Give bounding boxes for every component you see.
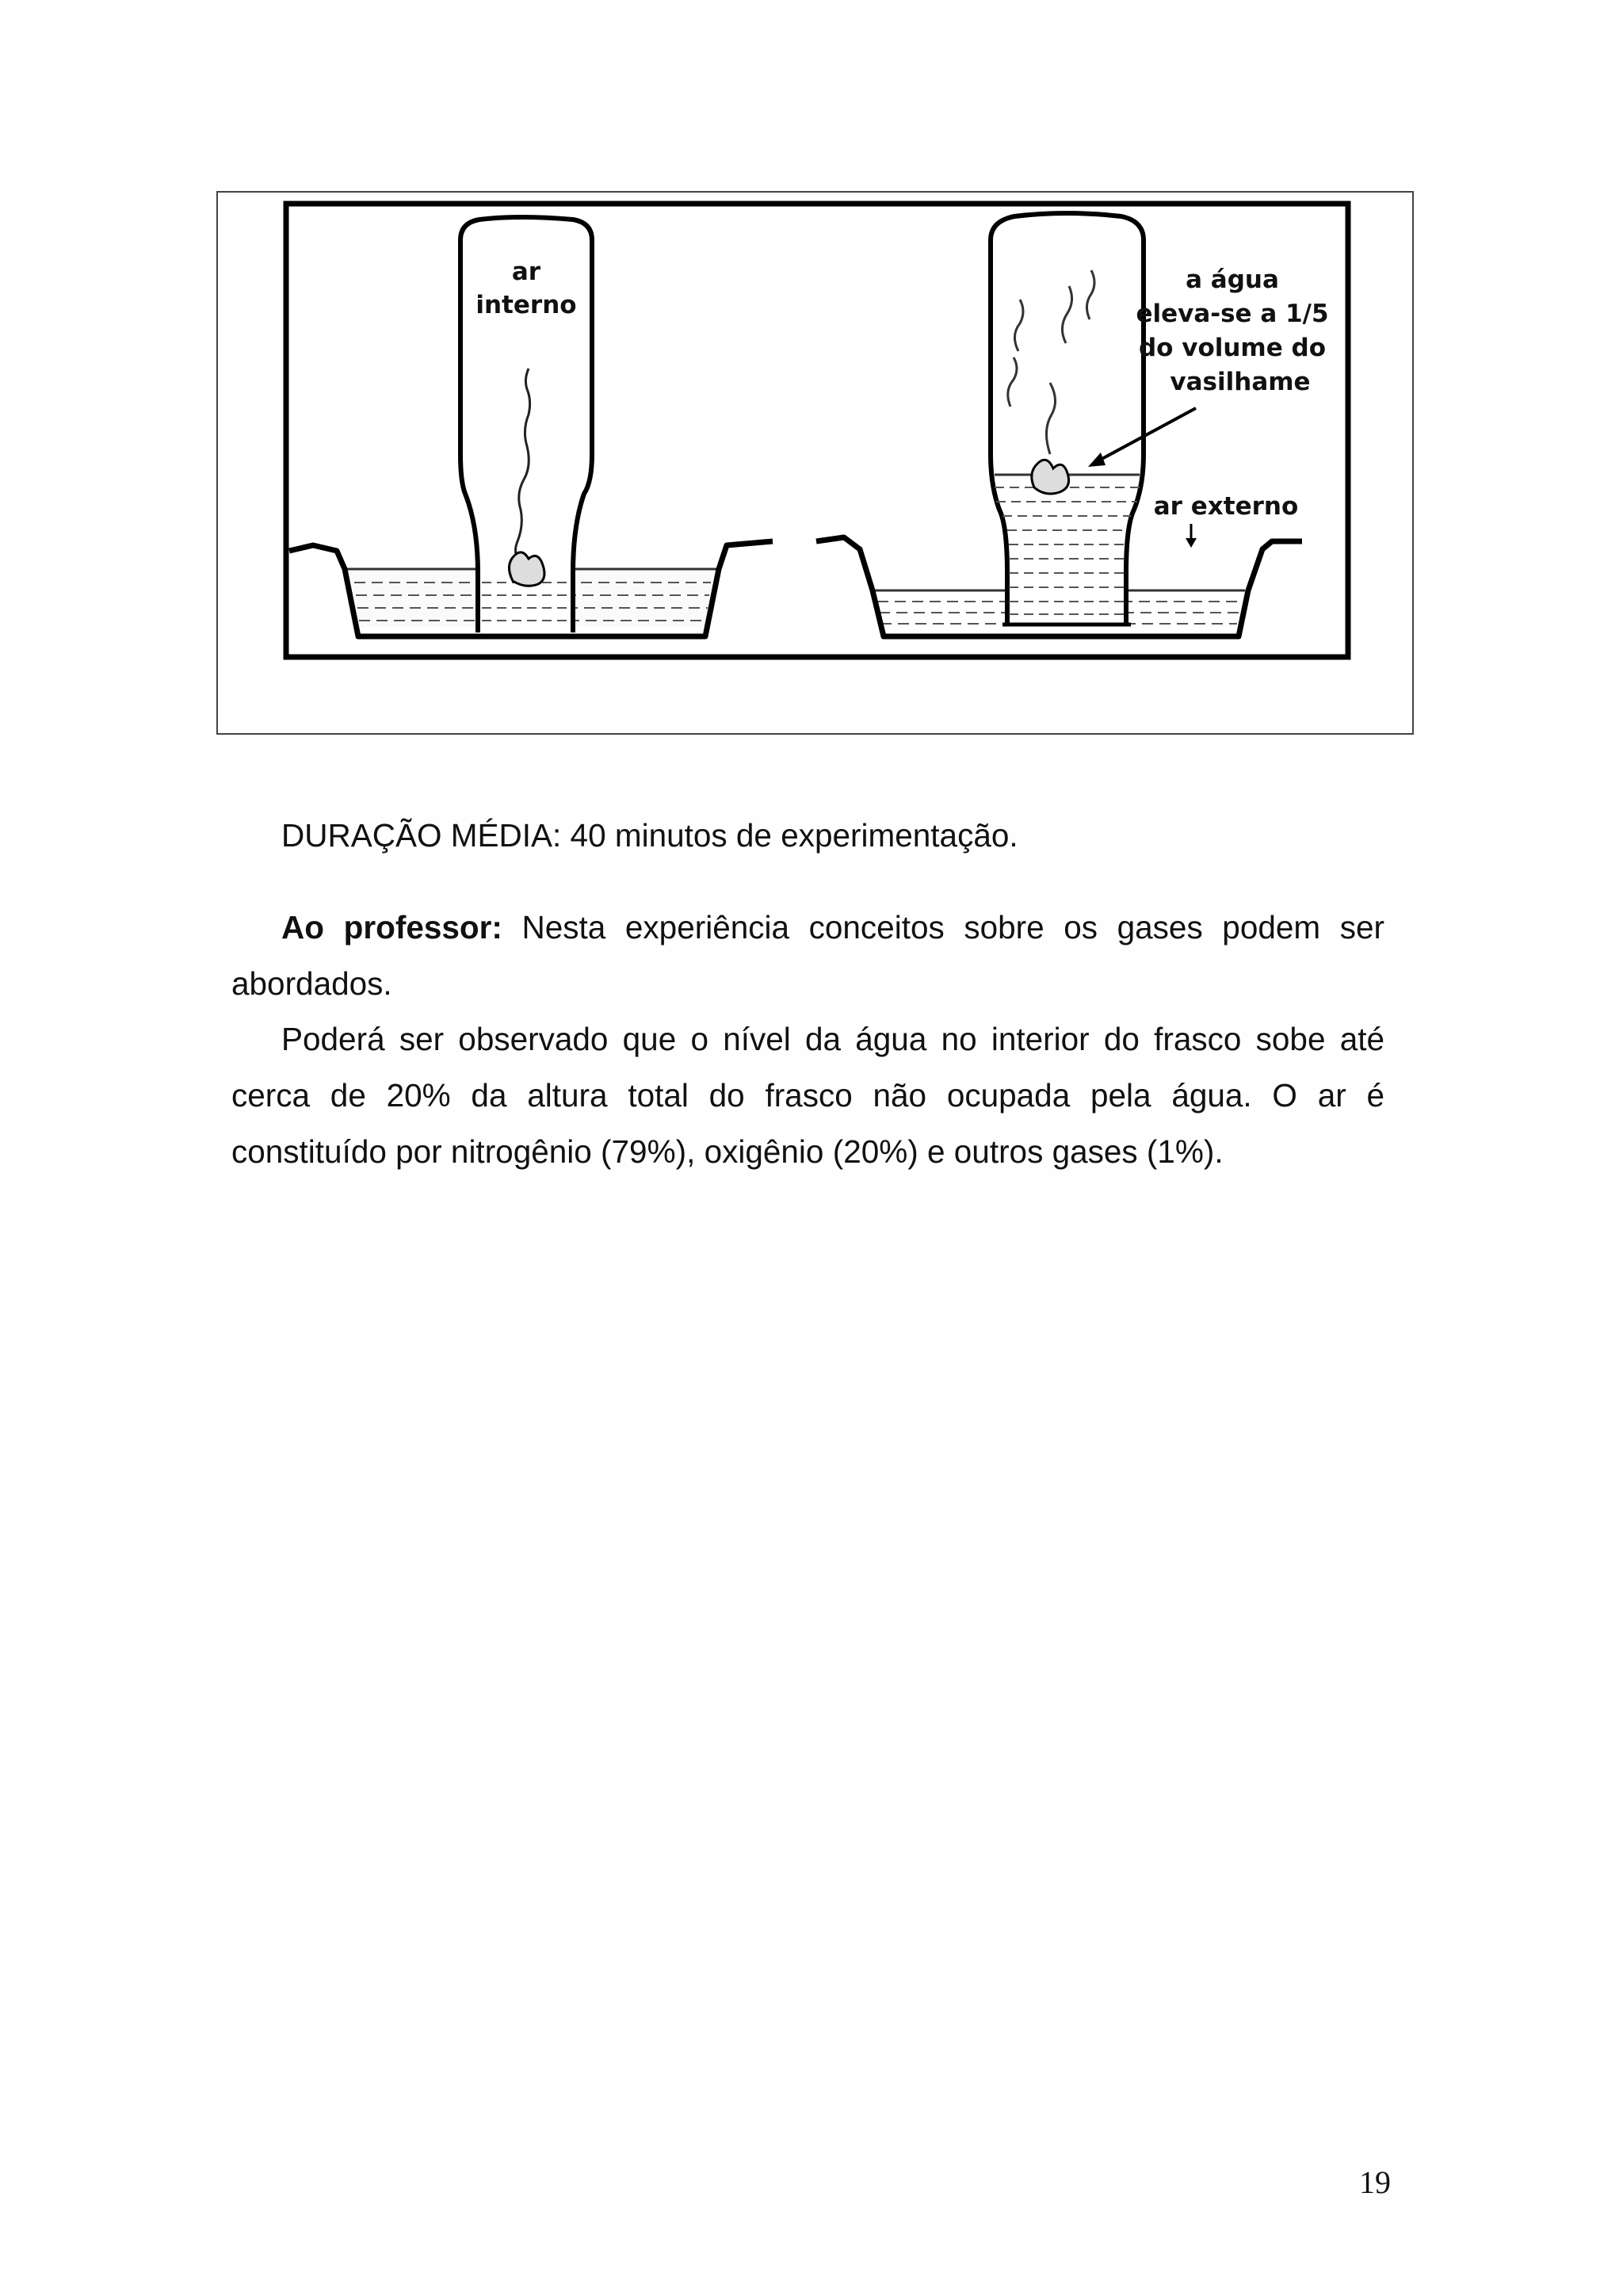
extinguished-candle [1032, 460, 1069, 494]
annotation-line-4: vasilhame [1170, 368, 1311, 396]
teacher-note-label: Ao professor: [281, 909, 502, 946]
observation-text: Poderá ser observado que o nível da água no interior do frasco sobe até cerca de 20% da altura total do frasco não ocupada pela água. O ar é constituído por nitrogênio (79%), oxigênio (20%) e outros gases (1%). [231, 1021, 1384, 1170]
right-bottle [991, 213, 1144, 625]
label-ar: ar [511, 258, 541, 286]
label-interno: interno [475, 291, 577, 319]
teacher-note-text: Nesta experiência conceitos sobre os gases podem ser abordados. [231, 909, 1385, 1002]
annotation-line-2: eleva-se a 1/5 [1136, 300, 1329, 328]
page-number: 19 [1359, 2164, 1391, 2200]
duration-text: DURAÇÃO MÉDIA: 40 minutos de experimentação. [281, 817, 1018, 854]
observation-paragraph [231, 1011, 1384, 1180]
duration-paragraph [231, 808, 1384, 864]
burning-candle [509, 552, 544, 586]
experiment-illustration [218, 193, 1415, 736]
annotation-line-1: a água [1186, 266, 1279, 294]
experiment-figure [216, 191, 1414, 735]
label-ar-externo: ar externo [1153, 492, 1299, 521]
teacher-note-paragraph [231, 900, 1384, 1012]
annotation-line-3: do volume do [1138, 334, 1327, 362]
